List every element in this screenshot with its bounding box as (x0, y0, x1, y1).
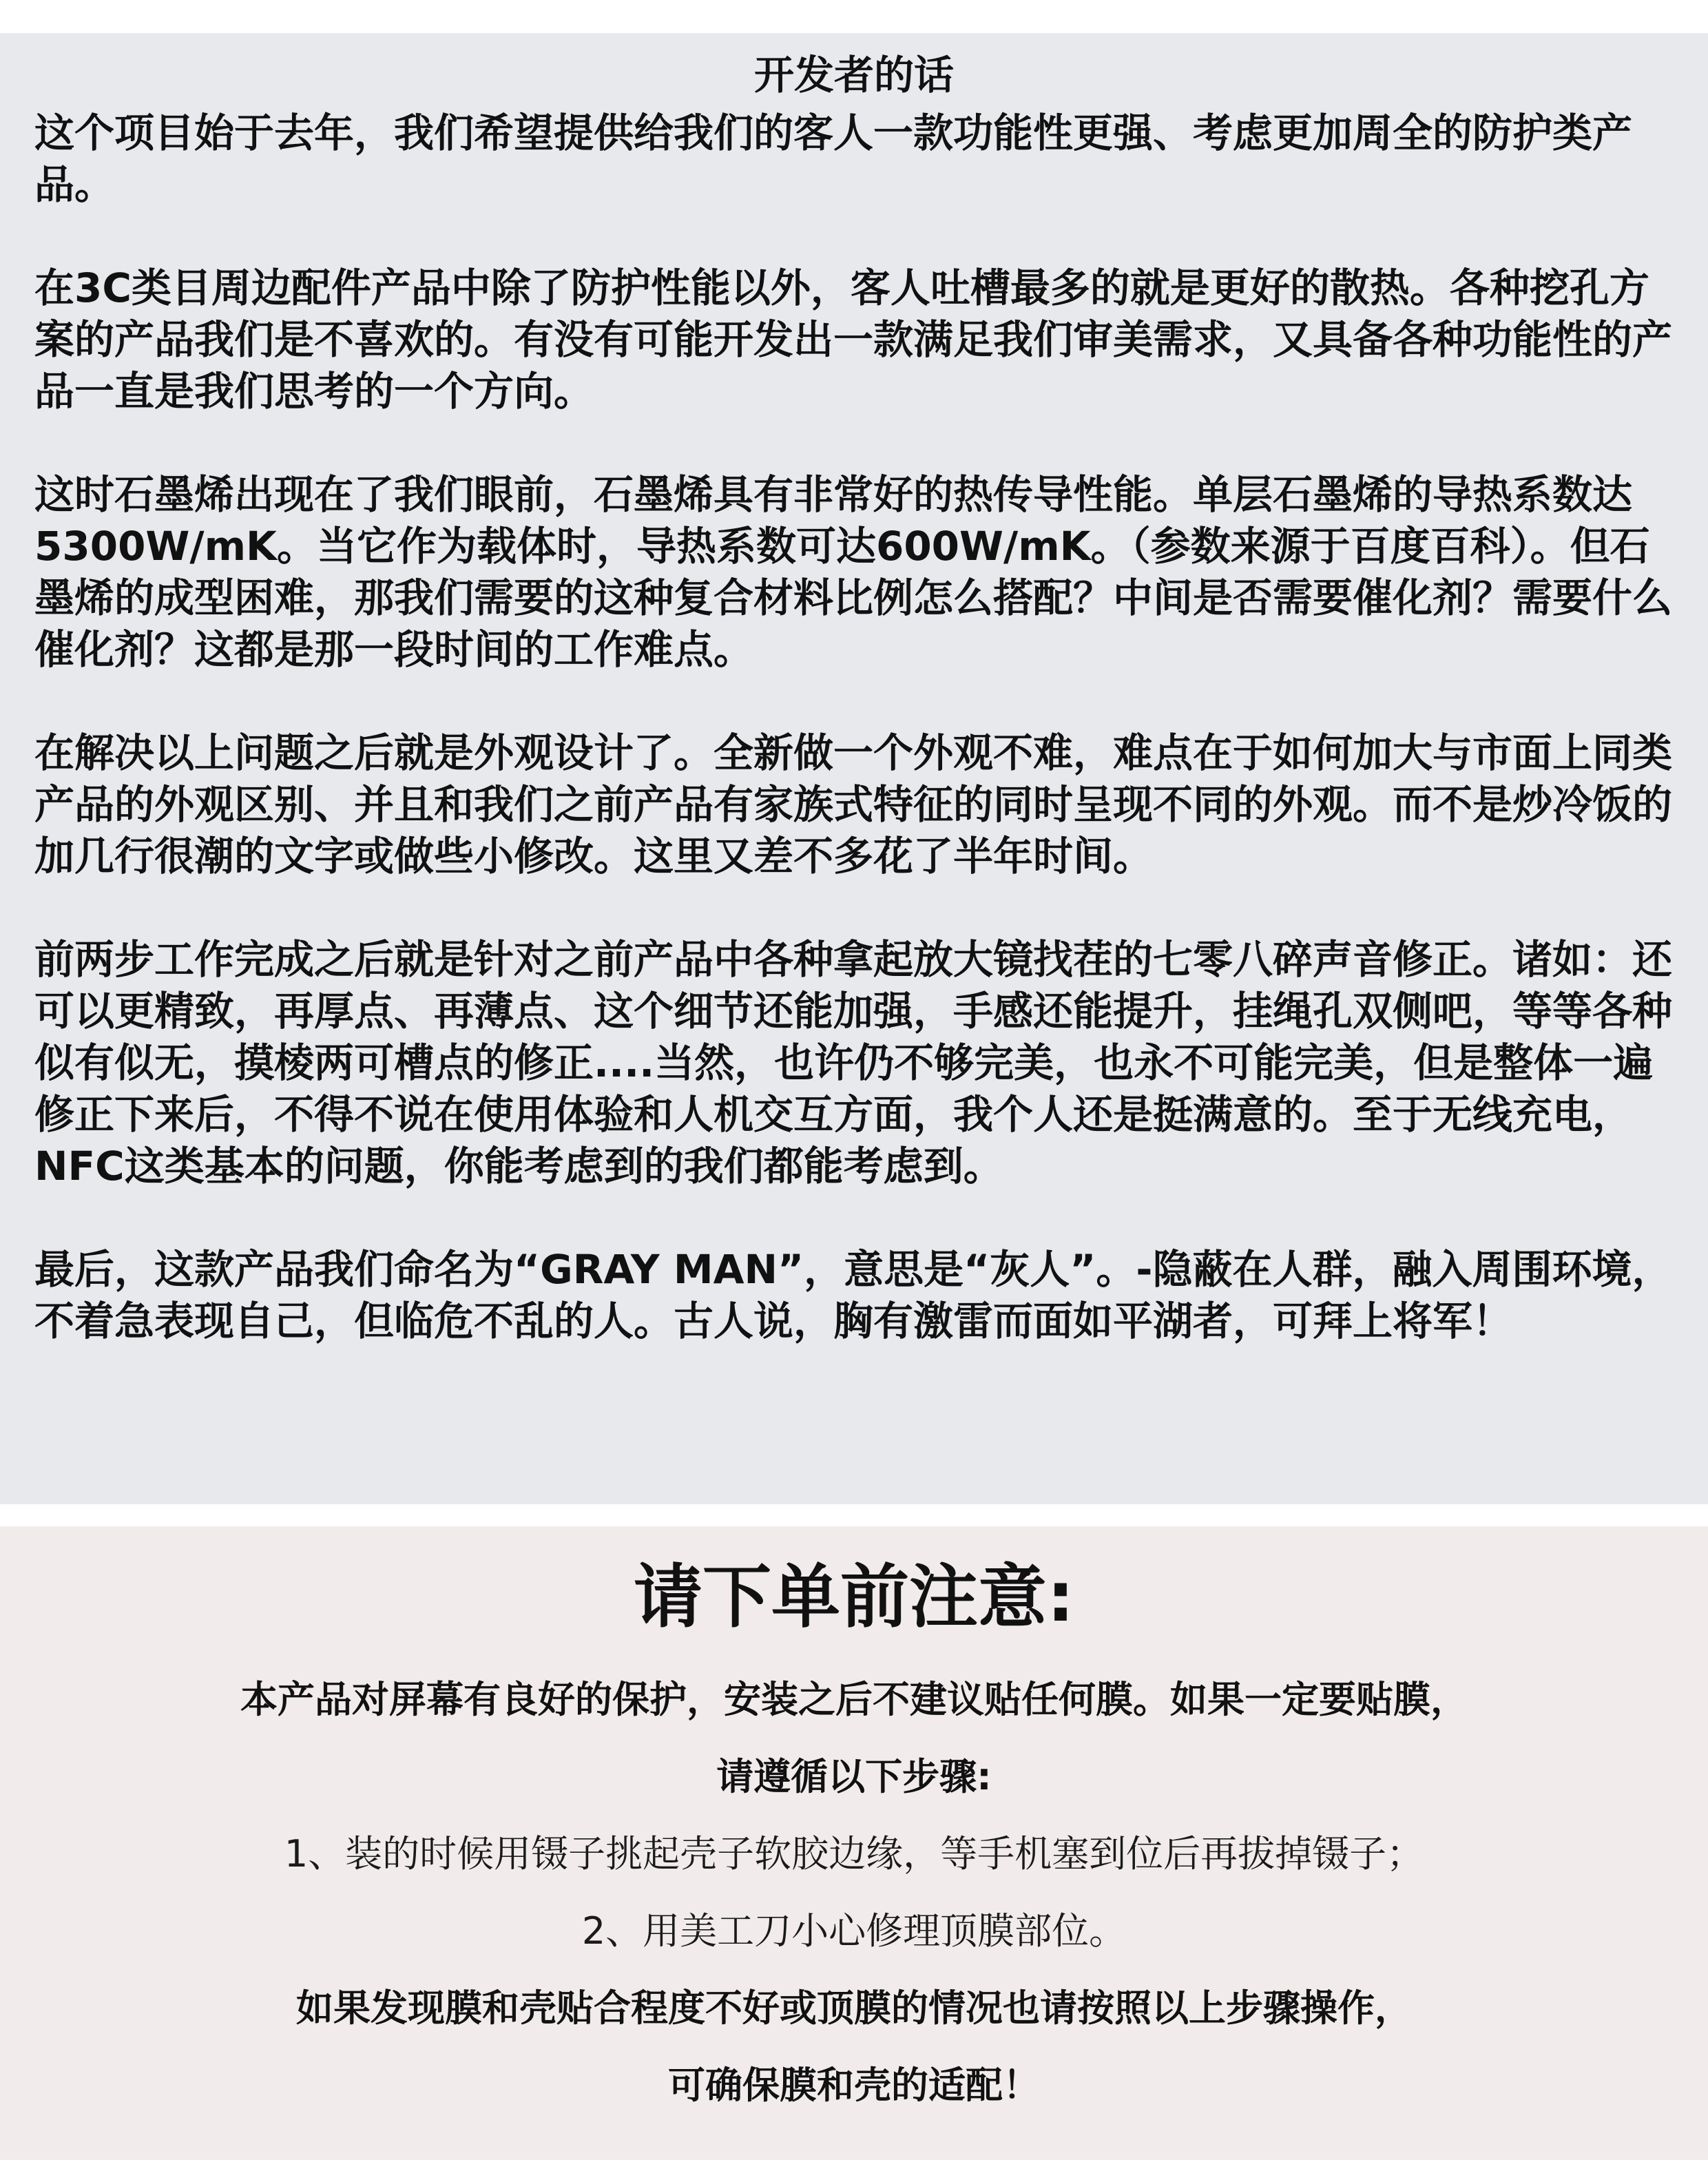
developer-note-paragraph-1: 这个项目始于去年，我们希望提供给我们的客人一款功能性更强、考虑更加周全的防护类产品。 (34, 110, 1633, 208)
developer-note-paragraph-6: 最后，这款产品我们命名为“GRAY MAN”，意思是“灰人”。-隐蔽在人群，融入周围环境，不着急表现自己，但临危不乱的人。古人说，胸有激雷而面如平湖者，可拜上将军！ (34, 1246, 1672, 1344)
developer-note-paragraph-2: 在3C类目周边配件产品中除了防护性能以外，客人吐槽最多的就是更好的散热。各种挖孔方案的产品我们是不喜欢的。有没有可能开发出一款满足我们审美需求，又具备各种功能性的产品一直是我们思考的一个方向。 (34, 264, 1673, 415)
order-notice-closing: 可确保膜和壳的适配！ (668, 2064, 1040, 2107)
order-notice-steps-heading: 请遵循以下步骤: (716, 1755, 992, 1798)
order-notice-panel (0, 1526, 1708, 2160)
order-notice-followup: 如果发现膜和壳贴合程度不好或顶膜的情况也请按照以上步骤操作， (296, 1986, 1412, 2030)
developer-note-paragraph-4: 在解决以上问题之后就是外观设计了。全新做一个外观不难，难点在于如何加大与市面上同类产品的外观区别、并且和我们之前产品有家族式特征的同时呈现不同的外观。而不是炒冷饭的加几行很潮的文字或做些小修改。这里又差不多花了半年时间。 (34, 729, 1673, 880)
order-notice-title: 请下单前注意: (634, 1557, 1074, 1637)
order-notice-step-1: 1、装的时候用镊子挑起壳子软胶边缘，等手机塞到位后再拔掉镊子； (284, 1832, 1424, 1876)
developer-note-panel (0, 33, 1708, 1504)
order-notice-intro: 本产品对屏幕有良好的保护，安装之后不建议贴任何膜。如果一定要贴膜， (240, 1678, 1468, 1721)
developer-note-paragraph-5: 前两步工作完成之后就是针对之前产品中各种拿起放大镜找茬的七零八碎声音修正。诸如：还可以更精致，再厚点、再薄点、这个细节还能加强，手感还能提升，挂绳孔双侧吧，等等各种似有似无，摸棱两可槽点的修正....当然，也许仍不够完美，也永不可能完美，但是整体一遍修正下来后，不得不说在使用体验和人机交互方面，我个人还是挺满意的。至于无线充电，NFC这类基本的问题，你能考虑到的我们都能考虑到。 (34, 936, 1673, 1189)
developer-note-paragraph-3: 这时石墨烯出现在了我们眼前，石墨烯具有非常好的热传导性能。单层石墨烯的导热系数达5300W/mK。当它作为载体时，导热系数可达600W/mK。（参数来源于百度百科）。但石墨烯的成型困难，那我们需要的这种复合材料比例怎么搭配？中间是否需要催化剂？需要什么催化剂？这都是那一段时间的工作难点。 (34, 471, 1673, 673)
order-notice-step-2: 2、用美工刀小心修理顶膜部位。 (581, 1909, 1127, 1953)
developer-note-title: 开发者的话 (753, 52, 954, 98)
